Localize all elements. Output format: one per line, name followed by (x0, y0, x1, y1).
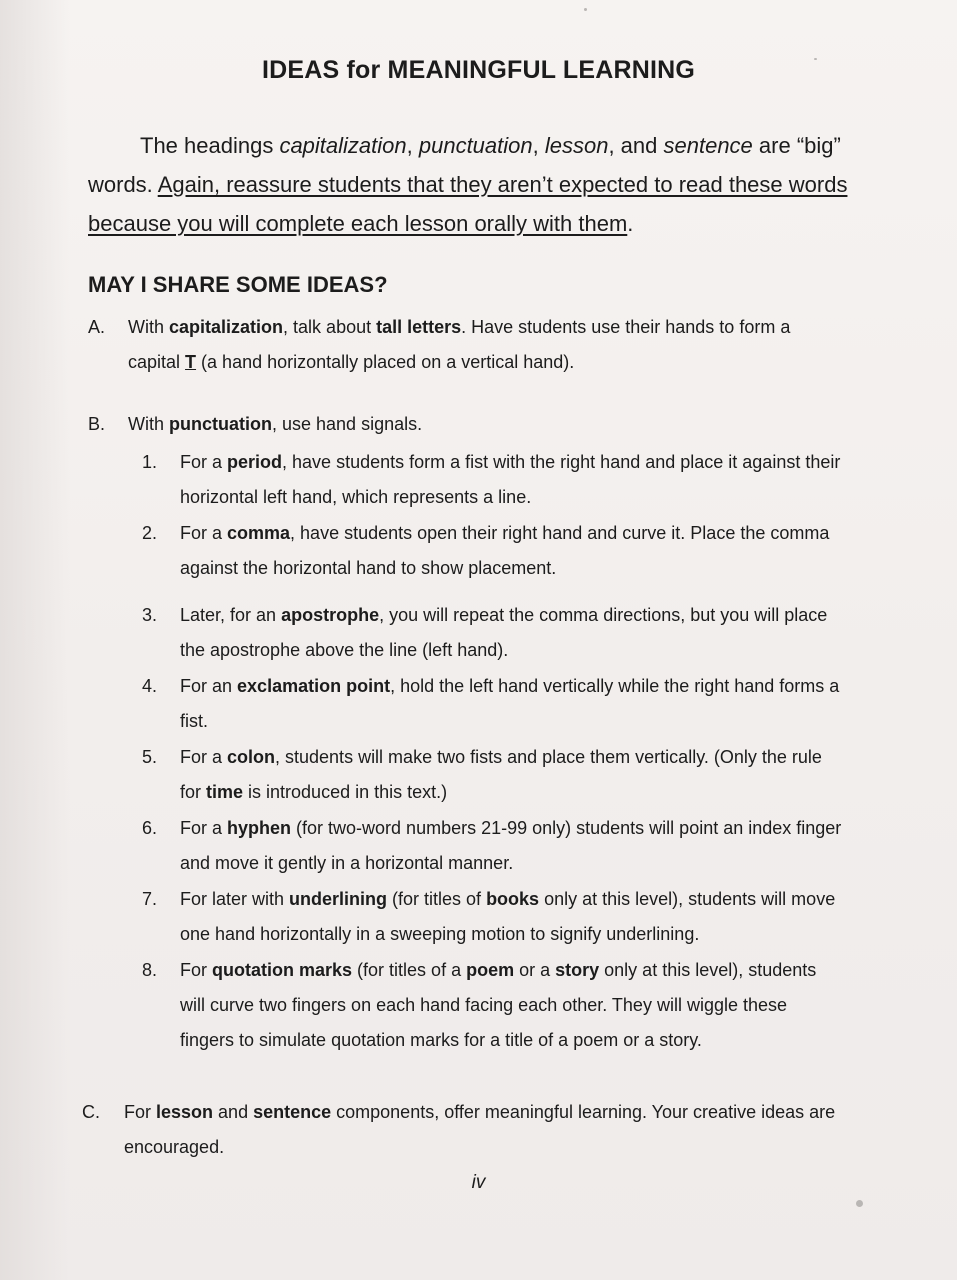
item-marker: B. (88, 414, 106, 434)
numbered-item (142, 516, 842, 586)
list-item-b (88, 407, 828, 442)
item-text: For a period, have students form a fist with the right hand and place it against their horizontal left hand, which represents a line. (180, 452, 841, 507)
item-number: 7. (142, 889, 158, 909)
item-text: With capitalization, talk about tall letters. Have students use their hands to form a capital T (a hand horizontally placed on a vertical hand). (128, 317, 791, 372)
intro-text: The headings (140, 133, 280, 158)
item-text: For a comma, have students open their right hand and curve it. Place the comma against the horizontal hand to show placement. (180, 523, 830, 578)
intro-sep: , and (608, 133, 664, 158)
intro-paragraph (88, 126, 888, 243)
item-marker: A. (88, 317, 106, 337)
numbered-item (142, 811, 842, 881)
item-number: 4. (142, 676, 158, 696)
item-text: For lesson and sentence components, offer meaningful learning. Your creative ideas are encouraged. (124, 1102, 836, 1157)
intro-term: lesson (544, 133, 609, 158)
intro-term: sentence (663, 133, 753, 158)
intro-term: punctuation (418, 133, 533, 158)
intro-sep: , (532, 133, 545, 158)
section-heading: MAY I SHARE SOME IDEAS? (88, 272, 388, 297)
intro-term: capitalization (279, 133, 407, 158)
item-number: 5. (142, 747, 158, 767)
item-text: For a hyphen (for two-word numbers 21-99 only) students will point an index finger and move it gently in a horizontal manner. (180, 818, 842, 873)
item-text: For quotation marks (for titles of a poem or a story only at this level), students will curve two fingers on each hand facing each other. They will wiggle these fingers to simulate quotation marks for a title of a poem or a story. (180, 960, 817, 1050)
list-item-a (88, 310, 828, 380)
item-number: 1. (142, 452, 158, 472)
item-number: 2. (142, 523, 158, 543)
item-number: 3. (142, 605, 158, 625)
numbered-item (142, 740, 842, 810)
item-number: 8. (142, 960, 158, 980)
page-number: iv (471, 1172, 486, 1193)
intro-text: are “big” words. (88, 133, 841, 197)
item-number: 6. (142, 818, 158, 838)
numbered-item (142, 598, 842, 668)
scan-shadow (0, 0, 70, 1280)
item-text: For later with underlining (for titles of books only at this level), students will move one hand horizontally in a sweeping motion to signify underlining. (180, 889, 836, 944)
item-text: Later, for an apostrophe, you will repeat the comma directions, but you will place the apostrophe above the line (left hand). (180, 605, 828, 660)
intro-sep: , (406, 133, 419, 158)
page-title: IDEAS for MEANINGFUL LEARNING (261, 56, 696, 84)
numbered-item (142, 882, 842, 952)
intro-indent (88, 133, 140, 158)
item-marker: C. (82, 1102, 100, 1122)
item-text: For a colon, students will make two fists and place them vertically. (Only the rule for time is introduced in this text.) (180, 747, 822, 802)
scan-speck (856, 1200, 863, 1207)
numbered-item (142, 669, 842, 739)
item-text: For an exclamation point, hold the left hand vertically while the right hand forms a fist. (180, 676, 840, 731)
intro-underlined-text: Again, reassure students that they aren’t expected to read these words because you will complete each lesson orally with them (88, 172, 848, 236)
scan-speck (584, 8, 587, 11)
numbered-item (142, 953, 842, 1058)
list-item-c (82, 1095, 842, 1165)
item-text: With punctuation, use hand signals. (128, 414, 423, 434)
numbered-item (142, 445, 842, 515)
intro-end: . (627, 211, 634, 236)
